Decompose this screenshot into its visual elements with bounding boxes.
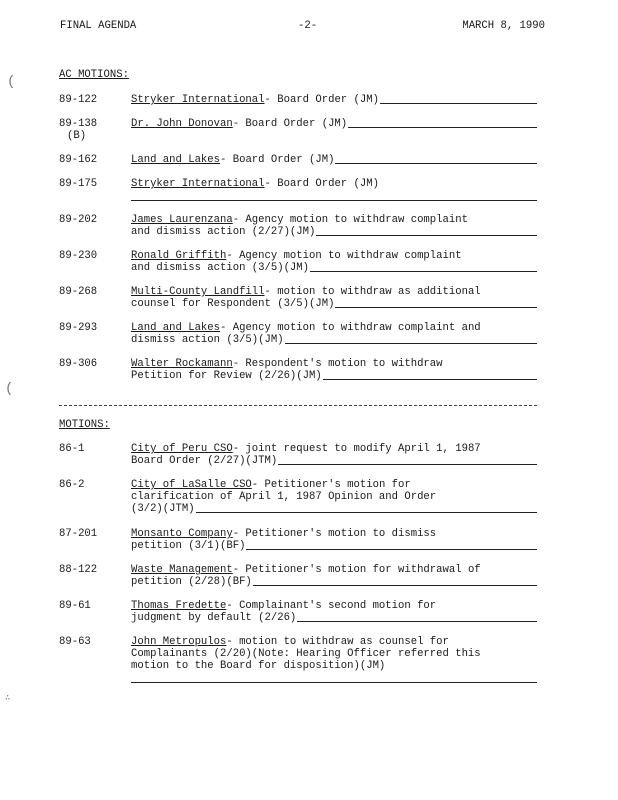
item-description-cont: motion to the Board for disposition)(JM)	[131, 660, 386, 672]
case-number: 89-63	[59, 636, 91, 648]
item-description: - Complainant's second motion for	[226, 600, 437, 612]
item-description: - motion to withdraw as counsel for	[226, 636, 449, 648]
item-description: - Agency motion to withdraw complaint	[226, 250, 462, 262]
signature-line	[131, 672, 537, 683]
item-description-cont: Board Order (2/27)(JTM)	[131, 455, 278, 467]
party-name: Walter Rockamann	[131, 358, 233, 370]
margin-mark: ∴	[5, 693, 11, 703]
header-title: FINAL AGENDA	[60, 20, 137, 32]
case-suffix: (B)	[67, 130, 87, 142]
item-description: - Agency motion to withdraw complaint and	[220, 322, 481, 334]
item-description-cont: (3/2)(JTM)	[131, 503, 195, 515]
case-number: 89-230	[59, 250, 98, 262]
item-description: - motion to withdraw as additional	[264, 286, 481, 298]
party-name: James Laurenzana	[131, 214, 233, 226]
signature-line	[323, 370, 537, 380]
case-number: 89-162	[59, 154, 98, 166]
signature-line	[253, 576, 537, 586]
item-description: - Petitioner's motion for	[251, 479, 411, 491]
item-description: - Petitioner's motion to dismiss	[232, 528, 437, 540]
item-description: - Board Order (JM)	[220, 154, 335, 166]
case-number: 86-1	[59, 443, 85, 455]
item-description-cont: Petition for Review (2/26)(JM)	[131, 370, 322, 382]
signature-line	[285, 334, 537, 344]
party-name: Ronald Griffith	[131, 250, 227, 262]
signature-line	[335, 298, 537, 308]
signature-line	[131, 190, 537, 201]
party-name: City of Peru CSO	[131, 443, 233, 455]
section-divider	[59, 405, 537, 406]
party-name: City of LaSalle CSO	[131, 479, 252, 491]
party-name: Stryker International	[131, 178, 265, 190]
item-description: - Board Order (JM)	[264, 94, 379, 106]
party-name: John Metropulos	[131, 636, 227, 648]
signature-line	[297, 612, 537, 622]
party-name: Land and Lakes	[131, 322, 221, 334]
item-description-cont: dismiss action (3/5)(JM)	[131, 334, 284, 346]
item-description: - Board Order (JM)	[264, 178, 379, 190]
item-description: - Petitioner's motion for withdrawal of	[232, 564, 481, 576]
ac-motions-heading: AC MOTIONS:	[59, 69, 129, 81]
case-number: 87-201	[59, 528, 98, 540]
item-description: - Agency motion to withdraw complaint	[232, 214, 468, 226]
item-description: - joint request to modify April 1, 1987	[232, 443, 481, 455]
item-description-cont: petition (3/1)(BF)	[131, 540, 246, 552]
party-name: Thomas Fredette	[131, 600, 227, 612]
item-description-cont: judgment by default (2/26)	[131, 612, 297, 624]
case-number: 89-61	[59, 600, 91, 612]
item-description: - Respondent's motion to withdraw	[232, 358, 443, 370]
item-description: - Board Order (JM)	[232, 118, 348, 130]
case-number: 89-202	[59, 214, 98, 226]
case-number: 89-175	[59, 178, 98, 190]
signature-line	[278, 455, 537, 465]
signature-line	[380, 94, 537, 104]
signature-line	[246, 540, 537, 550]
case-number: 89-293	[59, 322, 98, 334]
case-number: 89-138	[59, 118, 98, 130]
signature-line	[335, 154, 537, 164]
item-description-cont: and dismiss action (3/5)(JM)	[131, 262, 310, 274]
signature-line	[348, 118, 537, 128]
item-description-cont: petition (2/28)(BF)	[131, 576, 252, 588]
case-number: 88-122	[59, 564, 98, 576]
signature-line	[196, 503, 537, 513]
case-number: 89-122	[59, 94, 98, 106]
party-name: Monsanto Company	[131, 528, 233, 540]
motions-heading: MOTIONS:	[59, 419, 110, 431]
party-name: Stryker International	[131, 94, 265, 106]
header-date: MARCH 8, 1990	[462, 20, 545, 32]
party-name: Dr. John Donovan	[131, 118, 233, 130]
case-number: 89-268	[59, 286, 98, 298]
case-number: 89-306	[59, 358, 98, 370]
item-description-cont: clarification of April 1, 1987 Opinion and Order	[131, 491, 437, 503]
margin-mark: (	[7, 74, 16, 90]
page-header	[60, 20, 545, 34]
item-description-cont: counsel for Respondent (3/5)(JM)	[131, 298, 335, 310]
margin-mark: (	[5, 381, 14, 397]
party-name: Multi-County Landfill	[131, 286, 265, 298]
signature-line	[316, 226, 537, 236]
case-number: 86-2	[59, 479, 85, 491]
item-description-cont: Complainants (2/20)(Note: Hearing Officer referred this	[131, 648, 481, 660]
party-name: Waste Management	[131, 564, 233, 576]
item-description-cont: and dismiss action (2/27)(JM)	[131, 226, 316, 238]
party-name: Land and Lakes	[131, 154, 221, 166]
signature-line	[310, 262, 537, 272]
page-number: -2-	[298, 20, 318, 32]
